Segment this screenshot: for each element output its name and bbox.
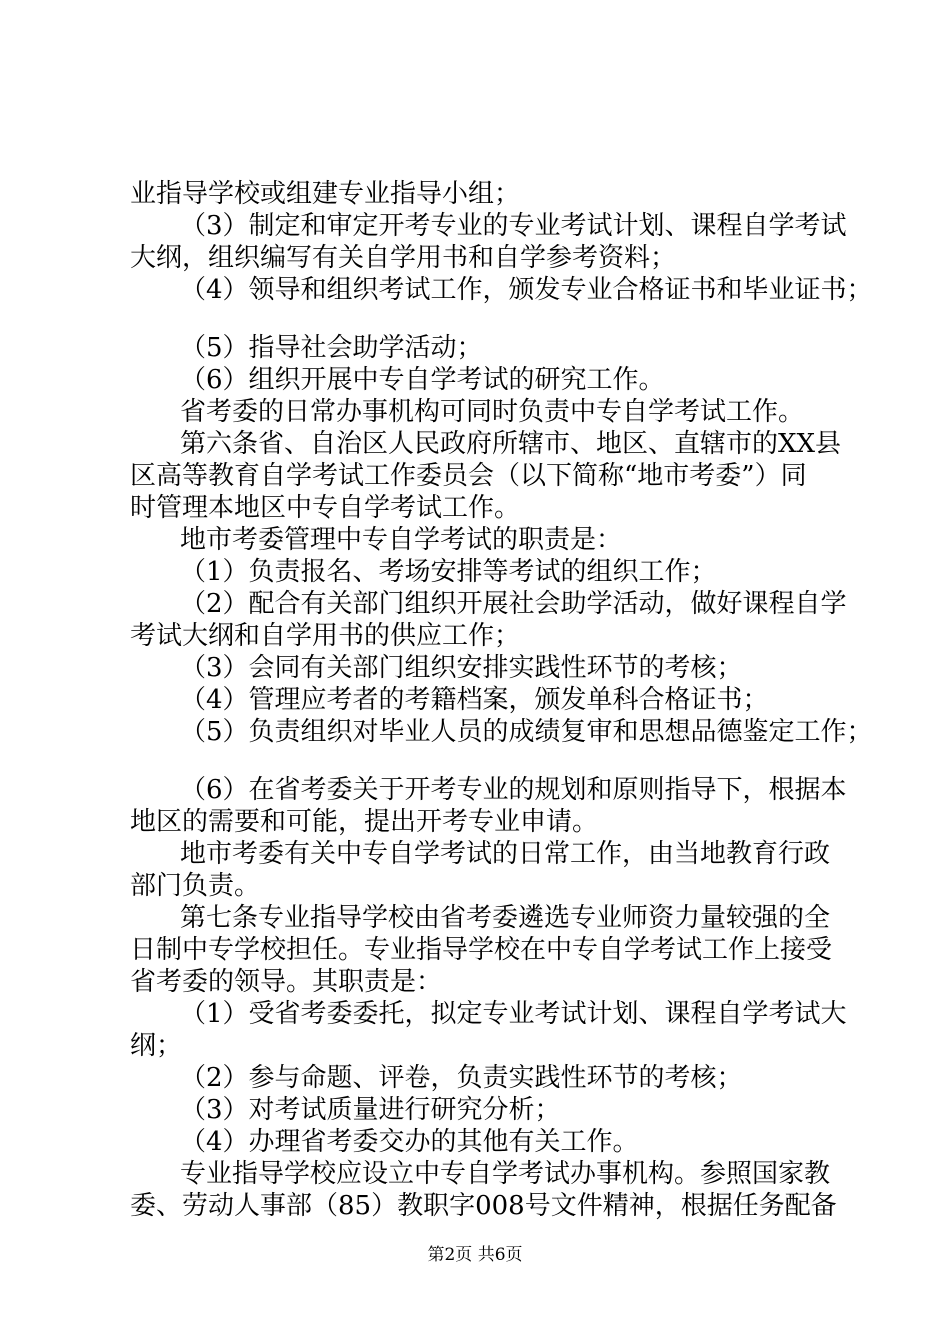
text-line: 日制中专学校担任。专业指导学校在中专自学考试工作上接受 bbox=[130, 935, 833, 965]
text-line: 区高等教育自学考试工作委员会（以下简称“地市考委”）同 bbox=[130, 461, 807, 491]
text-line: 地市考委有关中专自学考试的日常工作，由当地教育行政 bbox=[180, 839, 831, 869]
text-line: 大纲，组织编写有关自学用书和自学参考资料； bbox=[130, 243, 677, 273]
page-number-footer: 第2页 共6页 bbox=[427, 1245, 523, 1265]
text-line: （4）办理省考委交办的其他有关工作。 bbox=[180, 1127, 639, 1157]
text-line: 考试大纲和自学用书的供应工作； bbox=[130, 621, 521, 651]
text-line: （5）指导社会助学活动； bbox=[180, 333, 483, 363]
text-line: （1）受省考委委托，拟定专业考试计划、课程自学考试大 bbox=[180, 999, 847, 1029]
text-line: 省考委的日常办事机构可同时负责中专自学考试工作。 bbox=[180, 397, 805, 427]
text-line: 地市考委管理中专自学考试的职责是： bbox=[180, 525, 623, 555]
text-line: 部门负责。 bbox=[130, 871, 261, 901]
text-line: （5）负责组织对毕业人员的成绩复审和思想品德鉴定工作； bbox=[180, 717, 873, 747]
text-line: （4）领导和组织考试工作，颁发专业合格证书和毕业证书； bbox=[180, 275, 873, 305]
text-line: 专业指导学校应设立中专自学考试办事机构。参照国家教 bbox=[180, 1159, 831, 1189]
text-line: 第六条省、自治区人民政府所辖市、地区、直辖市的XX县 bbox=[180, 429, 842, 459]
text-line: （3）会同有关部门组织安排实践性环节的考核； bbox=[180, 653, 743, 683]
text-line: （3）制定和审定开考专业的专业考试计划、课程自学考试 bbox=[180, 211, 847, 241]
text-line: 时管理本地区中专自学考试工作。 bbox=[130, 493, 521, 523]
text-line: 业指导学校或组建专业指导小组； bbox=[130, 179, 521, 209]
text-line: （2）参与命题、评卷，负责实践性环节的考核； bbox=[180, 1063, 743, 1093]
text-line: （3）对考试质量进行研究分析； bbox=[180, 1095, 561, 1125]
text-line: （6）组织开展中专自学考试的研究工作。 bbox=[180, 365, 665, 395]
text-line: 纲； bbox=[130, 1031, 183, 1061]
text-line: （4）管理应考者的考籍档案，颁发单科合格证书； bbox=[180, 685, 769, 715]
text-line: （2）配合有关部门组织开展社会助学活动，做好课程自学 bbox=[180, 589, 847, 619]
text-line: 地区的需要和可能，提出开考专业申请。 bbox=[130, 807, 599, 837]
text-line: 省考委的领导。其职责是： bbox=[130, 967, 443, 997]
text-line: （6）在省考委关于开考专业的规划和原则指导下，根据本 bbox=[180, 775, 847, 805]
text-line: （1）负责报名、考场安排等考试的组织工作； bbox=[180, 557, 717, 587]
text-line: 委、劳动人事部（85）教职字008号文件精神，根据任务配备 bbox=[130, 1191, 837, 1221]
text-line: 第七条专业指导学校由省考委遴选专业师资力量较强的全 bbox=[180, 903, 831, 933]
